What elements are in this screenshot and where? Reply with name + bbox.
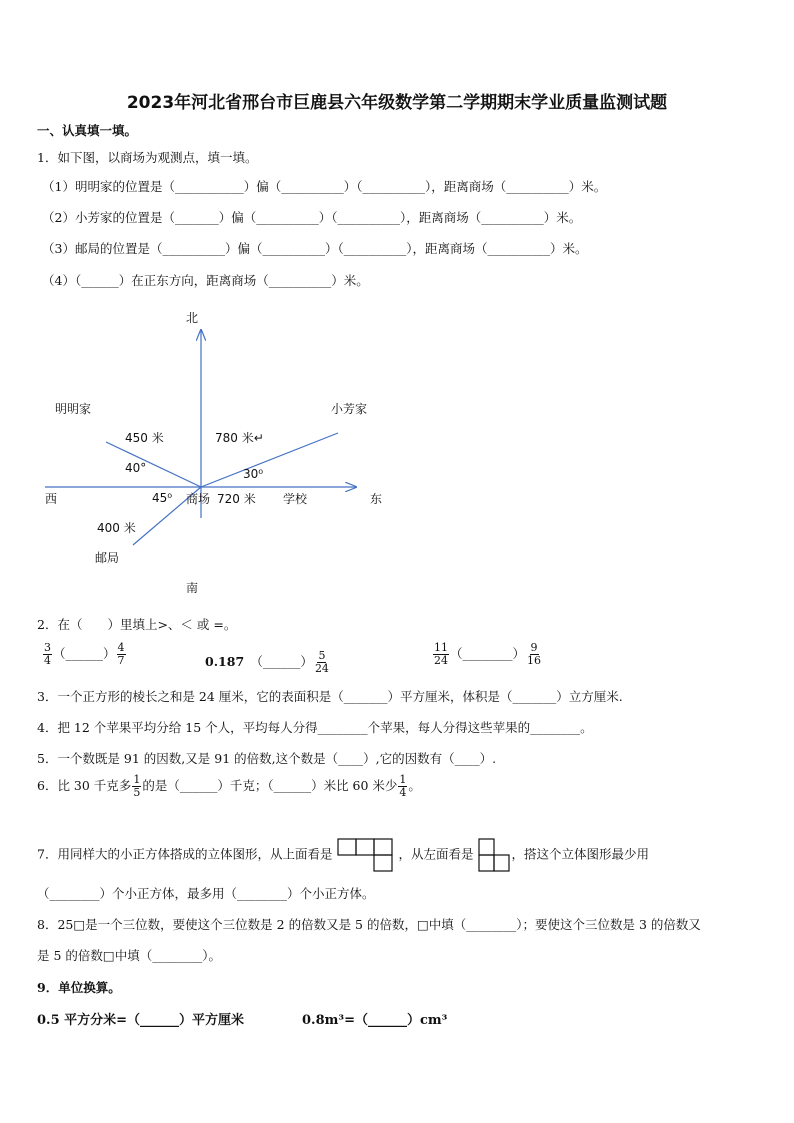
- distance-mingming: 450 米: [125, 431, 164, 445]
- question-1-part-1: （1）明明家的位置是（___________）偏（__________）（__________），距离商场（__________）米。: [42, 179, 607, 194]
- distance-post: 400 米: [97, 521, 136, 535]
- section-heading: 一、认真填一填。: [37, 123, 138, 138]
- mingming-home-label: 明明家: [55, 402, 92, 416]
- question-7-line-1: 7．用同样大的小正方体搭成的立体图形，从上面看是 ，从左面看是 ，搭这个立体图形最少用: [37, 837, 649, 873]
- mall-label: 商场: [186, 492, 211, 506]
- question-7-line-2: （________）个小正方体，最多用（________）个小正方体。: [37, 886, 375, 901]
- question-2-item-2: 0.187 （______） $\frac{5}{24}$: [205, 649, 329, 675]
- west-label: 西: [45, 492, 58, 506]
- question-5: 5．一个数既是 91 的因数,又是 91 的倍数,这个数是（____）,它的因数有（____）.: [37, 751, 497, 766]
- question-1-part-4: （4）（______）在正东方向，距离商场（__________）米。: [42, 273, 369, 288]
- question-9-stem: 9．单位换算。: [37, 980, 121, 995]
- question-4: 4．把 12 个苹果平均分给 15 个人，平均每人分得________个苹果，每人分得这些苹果的________。: [37, 720, 593, 735]
- direction-diagram: [0, 300, 794, 600]
- school-label: 学校: [283, 492, 308, 506]
- question-2-item-1: $\frac{3}{4}$ （______） $\frac{4}{7}$: [44, 641, 125, 667]
- question-1-part-3: （3）邮局的位置是（__________）偏（__________）（__________），距离商场（__________）米。: [42, 241, 588, 256]
- page-title: 2023年河北省邢台市巨鹿县六年级数学第二学期期末学业质量监测试题: [126, 93, 668, 113]
- south-label: 南: [186, 581, 199, 595]
- question-8-line-1: 8．25□是一个三位数，要使这个三位数是 2 的倍数又是 5 的倍数，□中填（________）；要使这个三位数是 3 的倍数又: [37, 917, 701, 932]
- question-1-part-2: （2）小芳家的位置是（_______）偏（__________）（__________），距离商场（__________）米。: [42, 210, 582, 225]
- angle-45: 45⁰: [152, 491, 173, 505]
- distance-school: 720 米: [217, 492, 256, 506]
- top-view-figure: [336, 837, 398, 873]
- question-6: 6．比 30 千克多 $\frac{1}{5}$ 的是（______）千克；（______）米比 60 米少 $\frac{1}{4}$ 。: [37, 773, 421, 799]
- question-1-stem: 1．如下图，以商场为观测点，填一填。: [37, 150, 258, 165]
- angle-30: 30⁰: [243, 467, 264, 481]
- left-view-figure: [477, 837, 511, 873]
- ray-mingming: [106, 442, 201, 487]
- question-9-item-1: 0.5 平方分米=（______）平方厘米: [37, 1013, 245, 1028]
- north-label: 北: [186, 311, 199, 325]
- compare-blank-2[interactable]: （______）: [256, 654, 313, 669]
- east-label: 东: [370, 492, 383, 506]
- question-3: 3．一个正方形的棱长之和是 24 厘米，它的表面积是（_______）平方厘米，体积是（_______）立方厘米.: [37, 689, 623, 704]
- question-8-line-2: 是 5 的倍数□中填（________）。: [37, 948, 221, 963]
- question-2-item-3: $\frac{11}{24}$ （________） $\frac{9}{16}$: [434, 641, 542, 667]
- distance-xiaofang: 780 米↵: [215, 431, 264, 445]
- compare-blank-1[interactable]: （______）: [53, 646, 116, 661]
- xiaofang-home-label: 小芳家: [331, 402, 368, 416]
- compare-blank-3[interactable]: （________）: [450, 646, 526, 661]
- question-9-item-2: 0.8m³=（______）cm³: [302, 1013, 448, 1028]
- angle-40: 40°: [125, 461, 147, 475]
- post-office-label: 邮局: [95, 551, 120, 565]
- question-2-stem: 2．在（ ）里填上>、＜ 或 =。: [37, 617, 237, 632]
